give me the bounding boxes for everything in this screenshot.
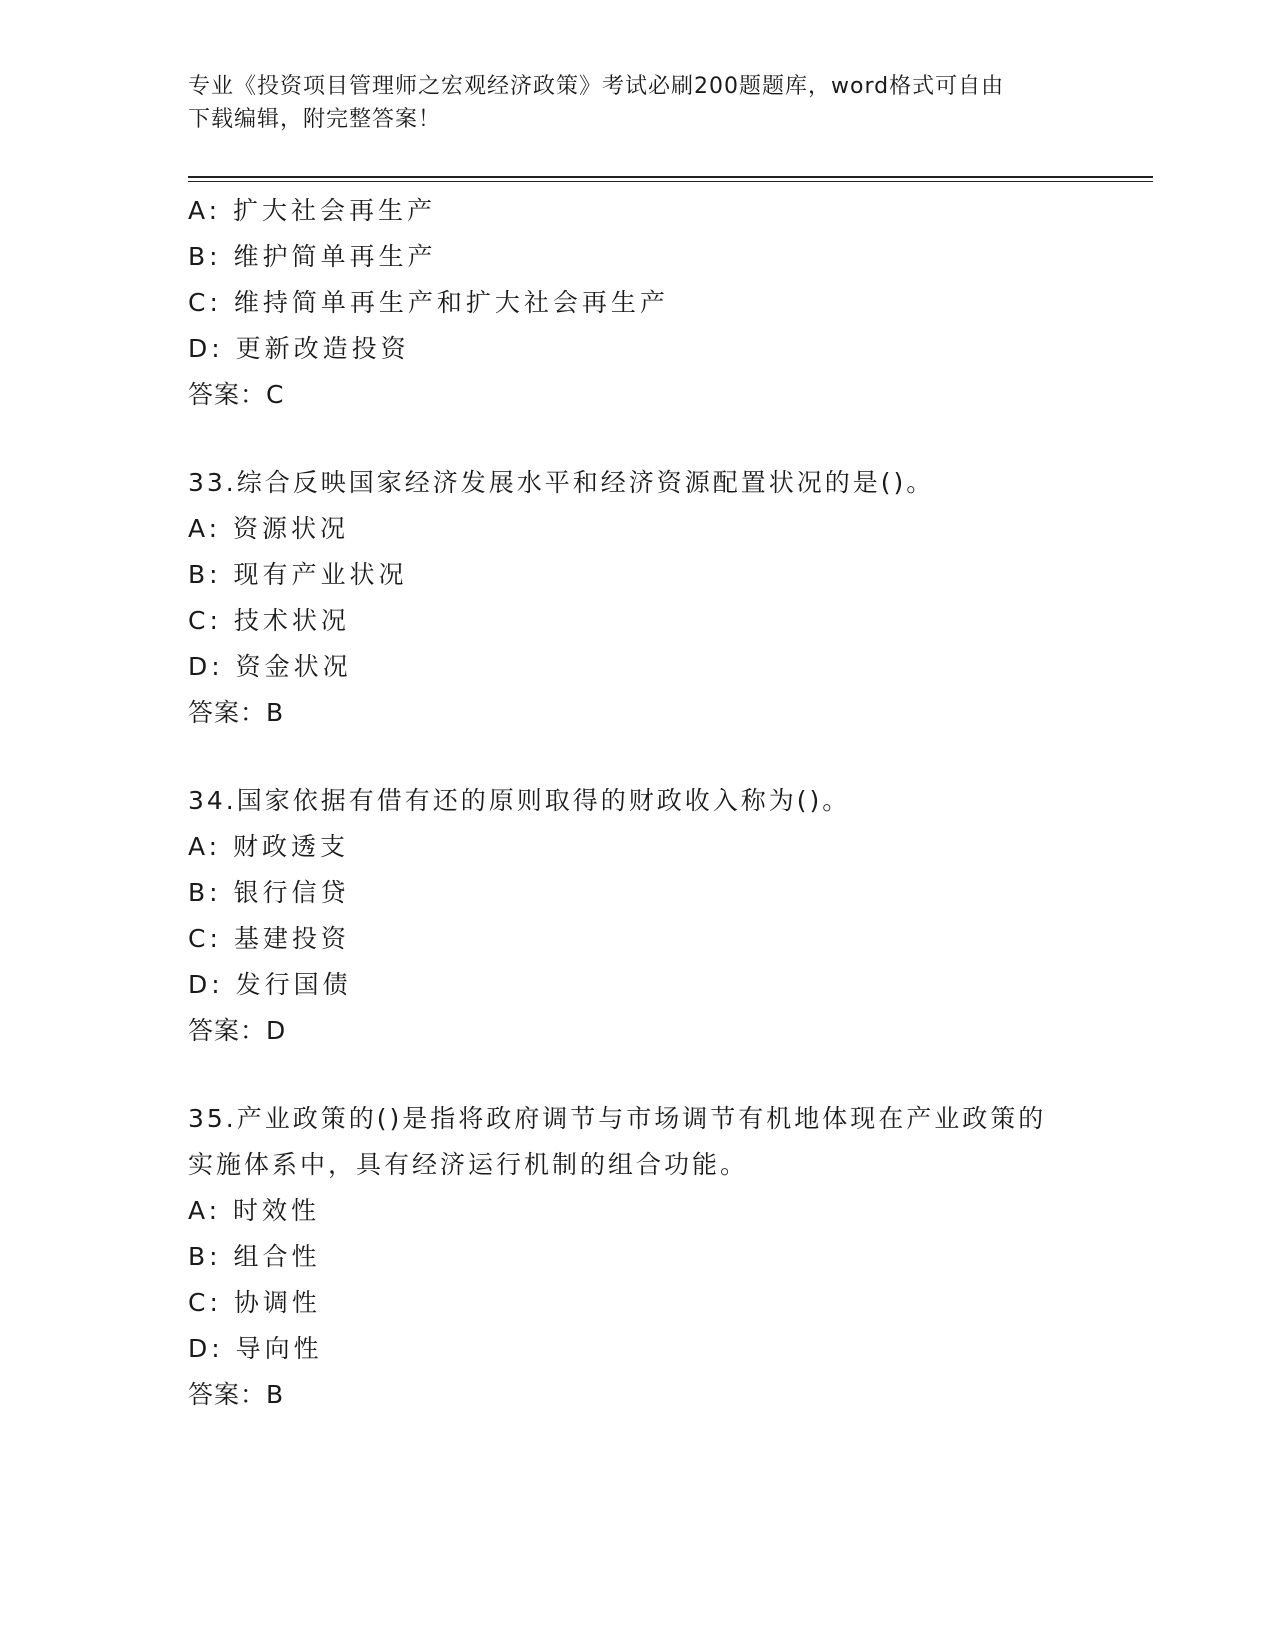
question-34 bbox=[188, 778, 1088, 1054]
answer: 答案：B bbox=[188, 698, 285, 727]
answer: 答案：D bbox=[188, 1016, 287, 1045]
spacer bbox=[188, 736, 1088, 778]
option-c: C: 技术状况 bbox=[188, 606, 350, 635]
header-title-line-1: 专业《投资项目管理师之宏观经济政策》考试必刷200题题库，word格式可自由 bbox=[188, 74, 1005, 99]
question-stem-line-2: 实施体系中，具有经济运行机制的组合功能。 bbox=[188, 1150, 749, 1179]
option-b: B: 银行信贷 bbox=[188, 878, 350, 907]
option-d: D: 发行国债 bbox=[188, 970, 352, 999]
option-c: C: 基建投资 bbox=[188, 924, 350, 953]
question-stem: 34.国家依据有借有还的原则取得的财政收入称为()。 bbox=[188, 786, 851, 815]
question-33 bbox=[188, 460, 1088, 736]
option-a: A: 扩大社会再生产 bbox=[188, 196, 437, 225]
header-title-line-2: 下载编辑，附完整答案！ bbox=[188, 107, 442, 132]
answer: 答案：B bbox=[188, 1380, 285, 1409]
spacer bbox=[188, 1054, 1088, 1096]
option-d: D: 更新改造投资 bbox=[188, 334, 410, 363]
header-divider-thin bbox=[188, 181, 1153, 182]
option-c: C: 协调性 bbox=[188, 1288, 321, 1317]
header-divider-thick bbox=[188, 176, 1153, 178]
option-b: B: 组合性 bbox=[188, 1242, 321, 1271]
question-32 bbox=[188, 188, 1088, 418]
option-b: B: 维护简单再生产 bbox=[188, 242, 437, 271]
question-list bbox=[188, 188, 1088, 1418]
option-a: A: 时效性 bbox=[188, 1196, 321, 1225]
question-35 bbox=[188, 1096, 1088, 1418]
option-a: A: 财政透支 bbox=[188, 832, 350, 861]
option-c: C: 维持简单再生产和扩大社会再生产 bbox=[188, 288, 669, 317]
option-a: A: 资源状况 bbox=[188, 514, 350, 543]
document-header bbox=[188, 70, 1068, 136]
answer: 答案：C bbox=[188, 380, 285, 409]
option-d: D: 导向性 bbox=[188, 1334, 323, 1363]
spacer bbox=[188, 418, 1088, 460]
option-b: B: 现有产业状况 bbox=[188, 560, 408, 589]
question-stem-line-1: 35.产业政策的()是指将政府调节与市场调节有机地体现在产业政策的 bbox=[188, 1104, 1047, 1133]
option-d: D: 资金状况 bbox=[188, 652, 352, 681]
question-stem: 33.综合反映国家经济发展水平和经济资源配置状况的是()。 bbox=[188, 468, 935, 497]
